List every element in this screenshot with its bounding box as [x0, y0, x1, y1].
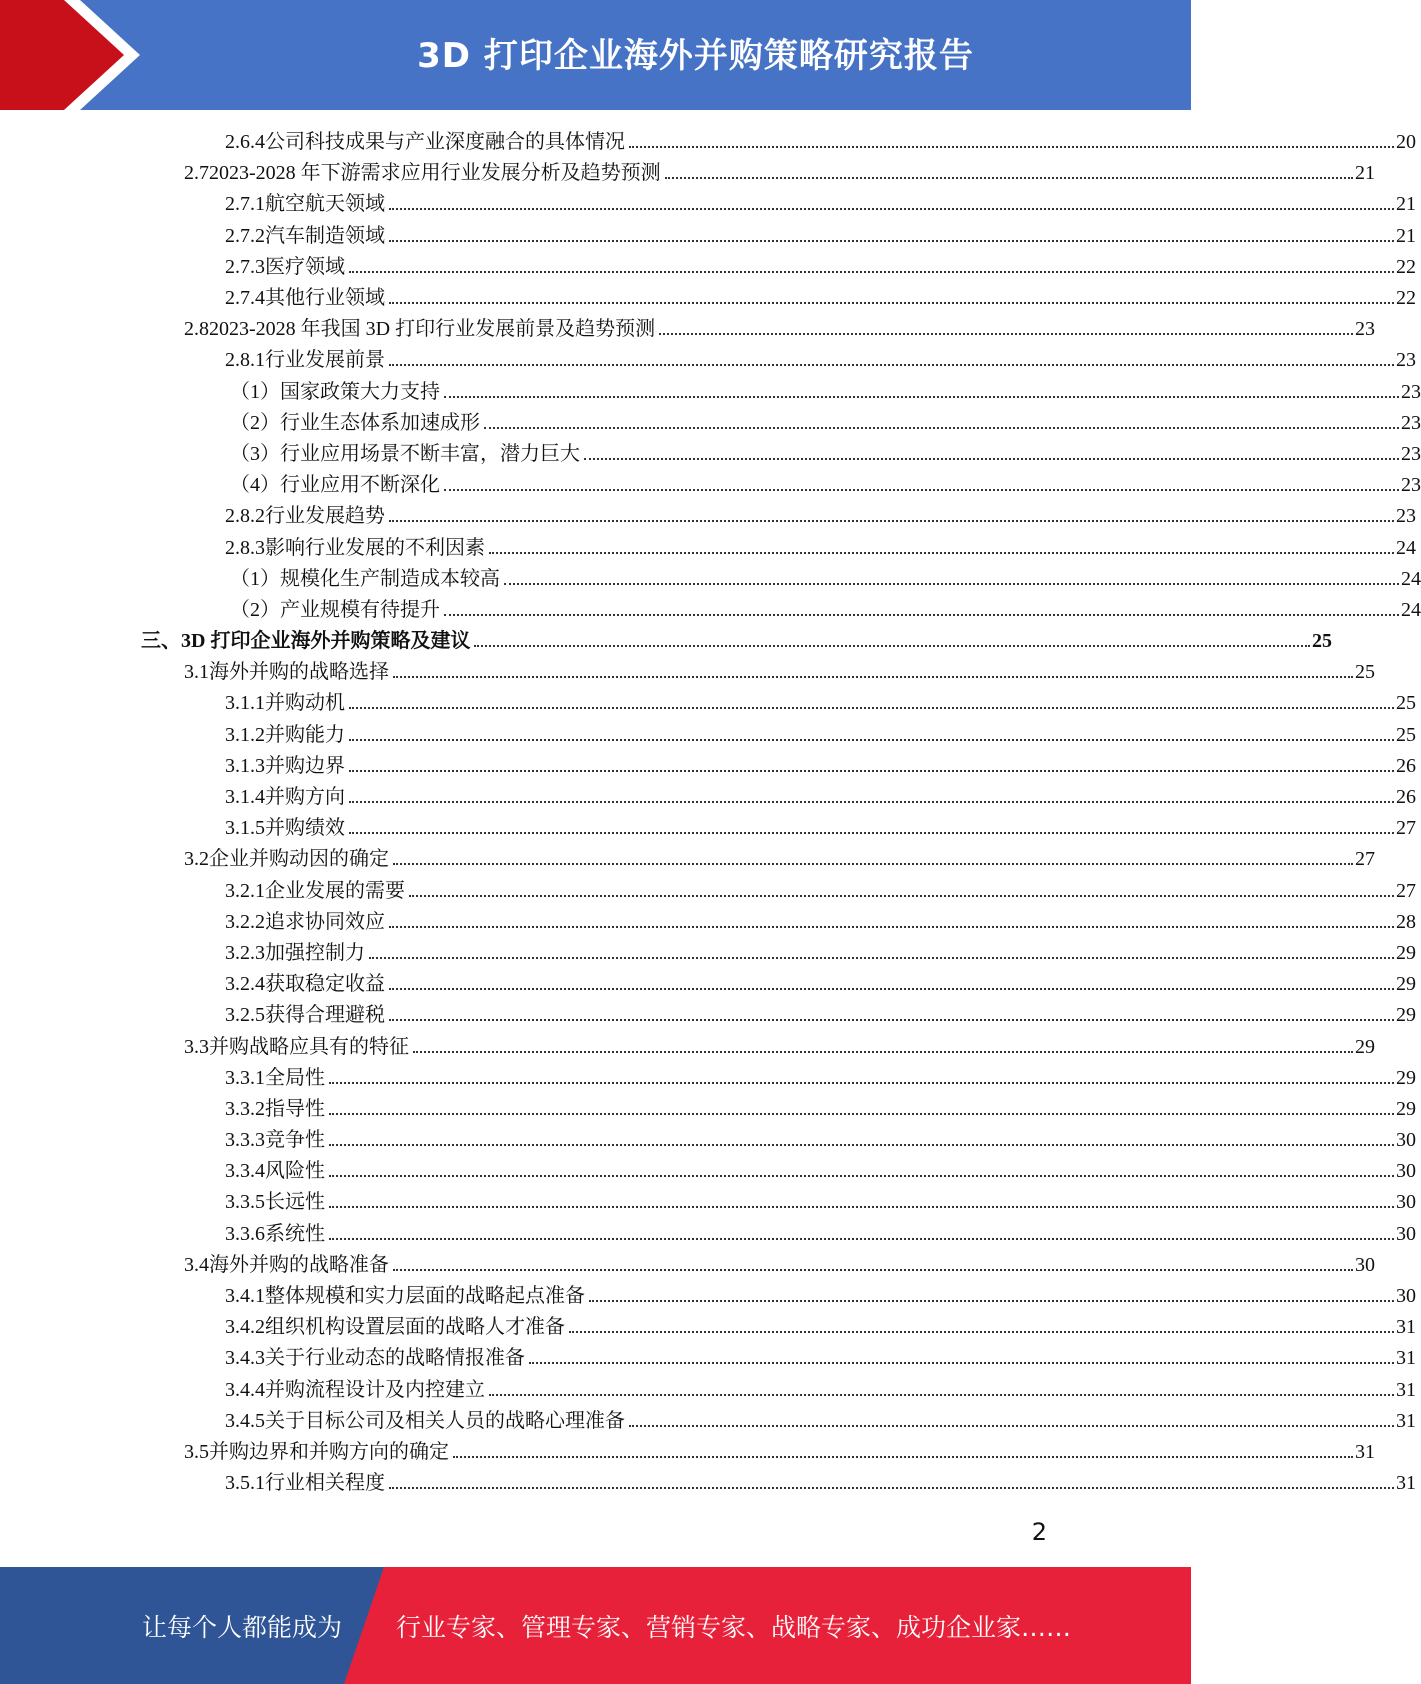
toc-entry-page: 26	[1396, 754, 1416, 777]
toc-entry-page: 31	[1396, 1316, 1416, 1339]
toc-entry-page: 31	[1355, 1440, 1375, 1463]
page-header	[0, 0, 1191, 110]
toc-entry-number: 2.8.3	[225, 536, 265, 559]
toc-entry-label: 行业应用场景不断丰富，潜力巨大	[280, 442, 580, 465]
dot-leader	[329, 1112, 1394, 1115]
toc-entry-label: 获取稳定收益	[265, 973, 385, 996]
toc-entry-page: 29	[1396, 1097, 1416, 1120]
toc-entry-label: 行业应用不断深化	[280, 474, 440, 497]
toc-entry-number: 3.1.4	[225, 786, 265, 809]
table-of-contents	[0, 127, 1421, 1499]
toc-entry-label: 并购方向	[265, 786, 345, 809]
toc-entry[interactable]	[0, 969, 1416, 1000]
dot-leader	[453, 1455, 1353, 1458]
dot-leader	[349, 800, 1394, 803]
toc-entry-page: 31	[1396, 1378, 1416, 1401]
toc-entry[interactable]	[0, 688, 1416, 719]
toc-entry-page: 25	[1312, 630, 1332, 653]
toc-entry-page: 24	[1396, 536, 1416, 559]
toc-entry[interactable]	[0, 252, 1416, 283]
toc-entry-label: 获得合理避税	[265, 1004, 385, 1027]
dot-leader	[584, 457, 1399, 460]
toc-entry-label: 并购战略应具有的特征	[209, 1035, 409, 1058]
dot-leader	[659, 332, 1353, 335]
toc-entry-page: 24	[1401, 567, 1421, 590]
toc-entry-label: 企业发展的需要	[265, 879, 405, 902]
toc-entry[interactable]	[0, 657, 1375, 688]
toc-entry[interactable]	[0, 189, 1416, 220]
dot-leader	[389, 1018, 1394, 1021]
toc-entry-label: 风险性	[265, 1160, 325, 1183]
page-footer	[0, 1567, 1191, 1684]
toc-entry[interactable]	[0, 1281, 1416, 1312]
toc-entry[interactable]	[0, 876, 1416, 907]
toc-entry-number: 3.2.2	[225, 910, 265, 933]
toc-entry-label: 行业发展前景	[265, 349, 385, 372]
toc-entry[interactable]	[0, 844, 1375, 875]
toc-entry-label: 航空航天领域	[265, 193, 385, 216]
toc-entry-page: 23	[1401, 411, 1421, 434]
report-title: 3D 打印企业海外并购策略研究报告	[417, 35, 974, 76]
toc-entry-label: 其他行业领域	[265, 287, 385, 310]
dot-leader	[389, 987, 1394, 990]
toc-entry-page: 23	[1396, 505, 1416, 528]
toc-entry[interactable]	[0, 408, 1421, 439]
toc-entry[interactable]	[0, 1094, 1416, 1125]
page-number: 2	[1031, 1518, 1047, 1546]
toc-entry[interactable]	[0, 1250, 1375, 1281]
dot-leader	[329, 1081, 1394, 1084]
toc-entry[interactable]	[0, 751, 1416, 782]
toc-entry-page: 21	[1355, 162, 1375, 185]
toc-entry-number: （3）	[230, 442, 280, 465]
toc-entry-page: 22	[1396, 287, 1416, 310]
toc-entry-number: 3.3.2	[225, 1097, 265, 1120]
toc-entry-number: 3.2.3	[225, 941, 265, 964]
toc-entry[interactable]	[0, 813, 1416, 844]
toc-entry[interactable]	[0, 1437, 1375, 1468]
toc-entry-label: 影响行业发展的不利因素	[265, 536, 485, 559]
toc-entry-label: 指导性	[265, 1097, 325, 1120]
toc-entry-number: 3.4.1	[225, 1285, 265, 1308]
toc-entry[interactable]	[0, 501, 1416, 532]
dot-leader	[409, 894, 1394, 897]
toc-entry-number: 3.2.5	[225, 1004, 265, 1027]
dot-leader	[569, 1330, 1394, 1333]
toc-entry[interactable]	[0, 1219, 1416, 1250]
toc-entry[interactable]	[0, 283, 1416, 314]
dot-leader	[589, 1299, 1394, 1302]
toc-entry-page: 22	[1396, 255, 1416, 278]
toc-entry[interactable]	[0, 720, 1416, 751]
toc-entry-number: 2.8	[184, 318, 209, 341]
toc-entry-number: 3.4.2	[225, 1316, 265, 1339]
toc-entry-page: 20	[1396, 131, 1416, 154]
toc-entry[interactable]	[0, 1312, 1416, 1343]
toc-entry-number: 3.3.6	[225, 1222, 265, 1245]
toc-entry[interactable]	[0, 127, 1416, 158]
dot-leader	[504, 582, 1399, 585]
toc-entry-label: 系统性	[265, 1222, 325, 1245]
toc-entry-page: 29	[1355, 1035, 1375, 1058]
dot-leader	[629, 145, 1394, 148]
dot-leader	[444, 395, 1399, 398]
toc-entry-number: 3.5.1	[225, 1472, 265, 1495]
toc-entry-page: 31	[1396, 1409, 1416, 1432]
toc-entry-label: 整体规模和实力层面的战略起点准备	[265, 1285, 585, 1308]
toc-entry-page: 23	[1401, 474, 1421, 497]
toc-entry-label: 规模化生产制造成本较高	[280, 567, 500, 590]
toc-entry-number: （2）	[230, 598, 280, 621]
toc-entry-number: 3.2	[184, 848, 209, 871]
toc-entry[interactable]	[0, 1375, 1416, 1406]
dot-leader	[444, 613, 1399, 616]
toc-entry[interactable]	[0, 1031, 1375, 1062]
toc-entry-label: 竞争性	[265, 1129, 325, 1152]
toc-entry[interactable]	[0, 1187, 1416, 1218]
toc-entry-label: 关于行业动态的战略情报准备	[265, 1347, 525, 1370]
toc-entry-number: 2.7.4	[225, 287, 265, 310]
toc-entry-label: 企业并购动因的确定	[209, 848, 389, 871]
toc-entry-number: 3.3.5	[225, 1191, 265, 1214]
toc-entry[interactable]	[0, 314, 1375, 345]
toc-entry-label: 并购边界	[265, 754, 345, 777]
dot-leader	[489, 551, 1394, 554]
toc-entry-page: 31	[1396, 1347, 1416, 1370]
toc-entry[interactable]	[0, 1000, 1416, 1031]
toc-entry-label: 并购边界和并购方向的确定	[209, 1440, 449, 1463]
dot-leader	[349, 738, 1394, 741]
dot-leader	[484, 426, 1399, 429]
toc-entry-page: 31	[1396, 1472, 1416, 1495]
toc-entry-number: （4）	[230, 474, 280, 497]
toc-entry[interactable]	[0, 158, 1375, 189]
toc-entry-label: 加强控制力	[265, 941, 365, 964]
toc-entry[interactable]	[0, 782, 1416, 813]
toc-entry-label: 行业相关程度	[265, 1472, 385, 1495]
dot-leader	[349, 769, 1394, 772]
toc-entry[interactable]	[0, 1063, 1416, 1094]
toc-entry-number: 2.6.4	[225, 131, 265, 154]
toc-entry-number: 2.8.2	[225, 505, 265, 528]
toc-entry-page: 29	[1396, 941, 1416, 964]
dot-leader	[474, 644, 1310, 647]
toc-entry[interactable]	[0, 470, 1421, 501]
toc-entry-number: 3.4.3	[225, 1347, 265, 1370]
toc-entry-page: 23	[1401, 380, 1421, 403]
toc-entry-label: 行业发展趋势	[265, 505, 385, 528]
dot-leader	[393, 862, 1353, 865]
toc-entry[interactable]	[0, 1343, 1416, 1374]
dot-leader	[349, 831, 1394, 834]
toc-entry[interactable]	[0, 1406, 1416, 1437]
toc-entry-page: 21	[1396, 193, 1416, 216]
toc-entry-number: 2.7.1	[225, 193, 265, 216]
toc-entry-number: 3.3.3	[225, 1129, 265, 1152]
dot-leader	[393, 675, 1353, 678]
toc-entry-label: 2023-2028 年下游需求应用行业发展分析及趋势预测	[209, 162, 661, 185]
dot-leader	[329, 1237, 1394, 1240]
toc-entry-page: 30	[1396, 1222, 1416, 1245]
dot-leader	[389, 363, 1394, 366]
toc-entry-number: 2.7.2	[225, 224, 265, 247]
toc-entry-label: 并购流程设计及内控建立	[265, 1378, 485, 1401]
toc-entry-number: 3.4.4	[225, 1378, 265, 1401]
toc-entry[interactable]	[0, 595, 1421, 626]
toc-entry-number: （1）	[230, 380, 280, 403]
toc-entry-number: 3.1	[184, 661, 209, 684]
toc-entry-label: 2023-2028 年我国 3D 打印行业发展前景及趋势预测	[209, 318, 656, 341]
dot-leader	[444, 488, 1399, 491]
toc-entry-number: （1）	[230, 567, 280, 590]
toc-entry-page: 27	[1355, 848, 1375, 871]
dot-leader	[389, 925, 1394, 928]
dot-leader	[389, 301, 1394, 304]
toc-entry-number: 3.4.5	[225, 1409, 265, 1432]
dot-leader	[349, 706, 1394, 709]
toc-entry-label: 国家政策大力支持	[280, 380, 440, 403]
header-red-chevron	[0, 0, 160, 110]
toc-entry-label: 追求协同效应	[265, 910, 385, 933]
toc-entry[interactable]	[0, 907, 1416, 938]
dot-leader	[393, 1268, 1353, 1271]
toc-entry-label: 并购绩效	[265, 817, 345, 840]
toc-entry-number: 3.1.3	[225, 754, 265, 777]
dot-leader	[389, 239, 1394, 242]
toc-entry-number: 3.4	[184, 1253, 209, 1276]
toc-entry[interactable]	[0, 532, 1416, 563]
toc-entry-page: 25	[1396, 692, 1416, 715]
toc-entry-number: 2.8.1	[225, 349, 265, 372]
dot-leader	[413, 1050, 1353, 1053]
toc-entry-page: 23	[1355, 318, 1375, 341]
toc-entry-number: 2.7	[184, 162, 209, 185]
toc-entry[interactable]	[0, 377, 1421, 408]
toc-entry-label: 长远性	[265, 1191, 325, 1214]
toc-entry-number: 3.1.1	[225, 692, 265, 715]
footer-slogan-right: 行业专家、管理专家、营销专家、战略专家、成功企业家……	[396, 1612, 1072, 1642]
toc-entry-number: （2）	[230, 411, 280, 434]
toc-entry-label: 海外并购的战略准备	[209, 1253, 389, 1276]
toc-entry-number: 3.3.4	[225, 1160, 265, 1183]
toc-entry-label: 组织机构设置层面的战略人才准备	[265, 1316, 565, 1339]
toc-entry-page: 30	[1396, 1129, 1416, 1152]
toc-entry-page: 29	[1396, 1004, 1416, 1027]
toc-entry-number: 3.2.4	[225, 973, 265, 996]
dot-leader	[389, 1486, 1394, 1489]
toc-entry-label: 汽车制造领域	[265, 224, 385, 247]
toc-entry-number: 3.5	[184, 1440, 209, 1463]
dot-leader	[329, 1205, 1394, 1208]
toc-entry-number: 3.2.1	[225, 879, 265, 902]
toc-entry[interactable]	[0, 1125, 1416, 1156]
toc-entry[interactable]	[0, 221, 1416, 252]
dot-leader	[329, 1174, 1394, 1177]
toc-entry[interactable]	[0, 439, 1421, 470]
toc-entry-label: 并购动机	[265, 692, 345, 715]
toc-entry[interactable]	[0, 1156, 1416, 1187]
toc-entry-number: 3.3.1	[225, 1066, 265, 1089]
toc-entry-page: 24	[1401, 598, 1421, 621]
toc-entry-label: 关于目标公司及相关人员的战略心理准备	[265, 1409, 625, 1432]
toc-entry-page: 23	[1396, 349, 1416, 372]
toc-entry-page: 25	[1355, 661, 1375, 684]
toc-entry-label: 医疗领域	[265, 255, 345, 278]
toc-entry[interactable]	[0, 938, 1416, 969]
toc-entry-page: 30	[1396, 1160, 1416, 1183]
toc-entry-page: 27	[1396, 817, 1416, 840]
dot-leader	[389, 207, 1394, 210]
toc-entry-label: 海外并购的战略选择	[209, 661, 389, 684]
footer-slogan-left: 让每个人都能成为	[142, 1612, 343, 1642]
toc-entry-page: 21	[1396, 224, 1416, 247]
toc-entry[interactable]	[0, 1468, 1416, 1499]
toc-entry-page: 29	[1396, 973, 1416, 996]
toc-entry[interactable]	[0, 564, 1421, 595]
toc-entry-label: 产业规模有待提升	[280, 598, 440, 621]
toc-entry-number: 3.1.2	[225, 723, 265, 746]
toc-entry-number: 3.1.5	[225, 817, 265, 840]
dot-leader	[329, 1143, 1394, 1146]
toc-entry-page: 26	[1396, 786, 1416, 809]
dot-leader	[389, 519, 1394, 522]
toc-entry-page: 27	[1396, 879, 1416, 902]
toc-entry-label: 并购能力	[265, 723, 345, 746]
toc-entry-page: 28	[1396, 910, 1416, 933]
toc-entry-page: 23	[1401, 442, 1421, 465]
toc-entry[interactable]	[0, 626, 1332, 657]
toc-entry-number: 3.3	[184, 1035, 209, 1058]
toc-entry-page: 30	[1396, 1285, 1416, 1308]
dot-leader	[369, 956, 1394, 959]
toc-entry-page: 25	[1396, 723, 1416, 746]
toc-entry-label: 公司科技成果与产业深度融合的具体情况	[265, 131, 625, 154]
dot-leader	[529, 1361, 1394, 1364]
toc-entry[interactable]	[0, 345, 1416, 376]
toc-entry-page: 29	[1396, 1066, 1416, 1089]
dot-leader	[629, 1424, 1394, 1427]
dot-leader	[665, 176, 1353, 179]
dot-leader	[349, 270, 1394, 273]
toc-entry-number: 2.7.3	[225, 255, 265, 278]
toc-entry-label: 3D 打印企业海外并购策略及建议	[181, 630, 471, 653]
dot-leader	[489, 1393, 1394, 1396]
toc-entry-page: 30	[1355, 1253, 1375, 1276]
toc-entry-number: 三、	[141, 630, 181, 653]
toc-entry-page: 30	[1396, 1191, 1416, 1214]
toc-entry-label: 全局性	[265, 1066, 325, 1089]
toc-entry-label: 行业生态体系加速成形	[280, 411, 480, 434]
